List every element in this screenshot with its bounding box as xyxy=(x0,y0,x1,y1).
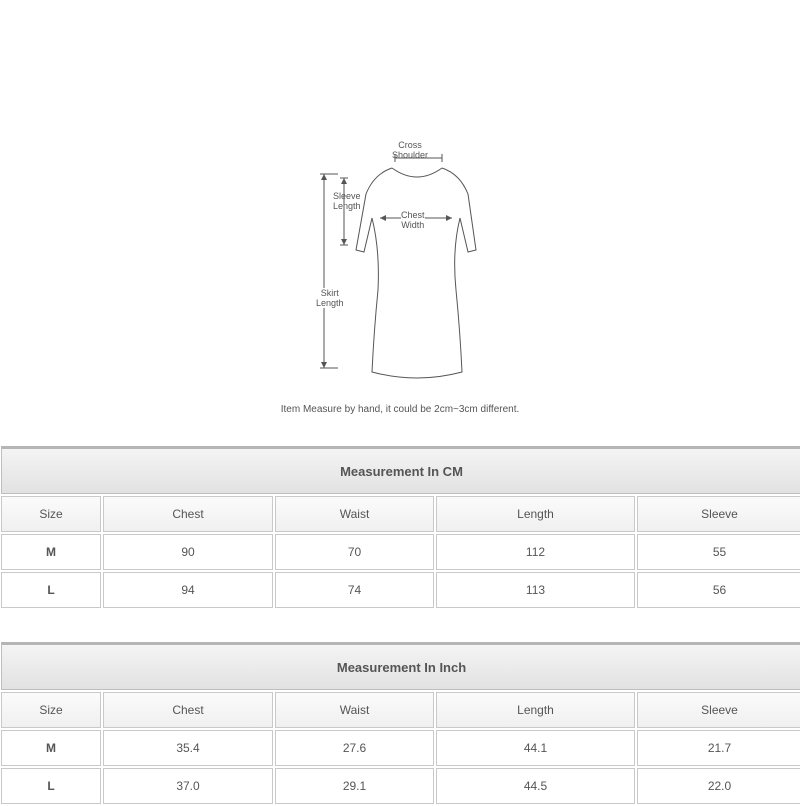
table-inch xyxy=(0,640,800,806)
measure-note: Item Measure by hand, it could be 2cm~3cm different. xyxy=(280,404,520,415)
table-cell: 113 xyxy=(436,572,635,608)
table-row xyxy=(1,730,800,766)
size-cell: L xyxy=(1,572,101,608)
label-chest-width: Chest Width xyxy=(401,210,425,230)
column-header: Waist xyxy=(275,692,434,728)
table-cell: 94 xyxy=(103,572,273,608)
size-diagram xyxy=(300,130,500,390)
table-cm xyxy=(0,444,800,610)
table-row xyxy=(1,768,800,804)
table-row xyxy=(1,572,800,608)
column-header: Length xyxy=(436,692,635,728)
table-cell: 29.1 xyxy=(275,768,434,804)
table-cell: 21.7 xyxy=(637,730,800,766)
table-cell: 56 xyxy=(637,572,800,608)
table-cell: 44.1 xyxy=(436,730,635,766)
size-cell: L xyxy=(1,768,101,804)
table-cell: 90 xyxy=(103,534,273,570)
table-cell: 37.0 xyxy=(103,768,273,804)
dress-outline-icon xyxy=(300,130,500,390)
column-header: Sleeve xyxy=(637,496,800,532)
size-cell: M xyxy=(1,730,101,766)
table-cell: 70 xyxy=(275,534,434,570)
label-skirt-length: Skirt Length xyxy=(316,288,344,308)
label-cross-shoulder: Cross Shoulder xyxy=(392,140,429,160)
column-header: Waist xyxy=(275,496,434,532)
column-header: Sleeve xyxy=(637,692,800,728)
table-cell: 74 xyxy=(275,572,434,608)
column-header: Length xyxy=(436,496,635,532)
table-cell: 27.6 xyxy=(275,730,434,766)
column-header: Chest xyxy=(103,496,273,532)
table-row xyxy=(1,534,800,570)
table-title: Measurement In CM xyxy=(1,446,800,494)
label-sleeve-length: Sleeve Length xyxy=(333,191,361,211)
column-header: Chest xyxy=(103,692,273,728)
table-cell: 55 xyxy=(637,534,800,570)
table-cell: 35.4 xyxy=(103,730,273,766)
table-title: Measurement In Inch xyxy=(1,642,800,690)
table-cell: 22.0 xyxy=(637,768,800,804)
table-cell: 44.5 xyxy=(436,768,635,804)
column-header: Size xyxy=(1,496,101,532)
size-cell: M xyxy=(1,534,101,570)
column-header: Size xyxy=(1,692,101,728)
table-cell: 112 xyxy=(436,534,635,570)
